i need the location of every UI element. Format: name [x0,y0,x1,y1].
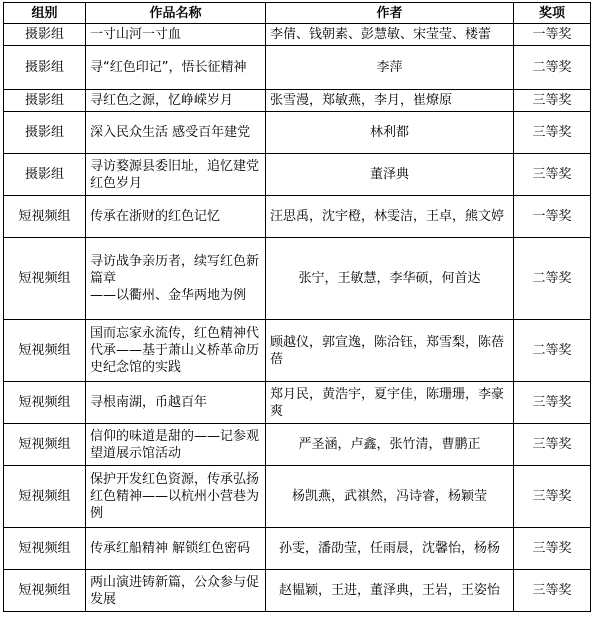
award-cell: 一等奖 [514,24,591,46]
header-group: 组别 [4,3,86,24]
award-cell: 三等奖 [514,424,591,466]
title-cell: 信仰的味道是甜的——记参观望道展示馆活动 [86,424,266,466]
award-cell: 三等奖 [514,154,591,196]
table-row [4,528,591,570]
title-cell: 寻访婺源县委旧址，追忆建党红色岁月 [86,154,266,196]
authors-cell: 李萍 [266,46,514,90]
table-row [4,320,591,382]
table-row [4,238,591,320]
authors-cell: 张宁，王敏慧，李华硕，何首达 [266,238,514,320]
title-cell: 寻根南湖，币越百年 [86,382,266,424]
title-cell: 寻红色之源，忆峥嵘岁月 [86,90,266,112]
authors-cell: 赵韫颖，王进，董泽典，王岩，王姿怡 [266,570,514,612]
title-cell: 两山演进铸新篇，公众参与促发展 [86,570,266,612]
award-cell: 二等奖 [514,320,591,382]
group-cell: 摄影组 [4,46,86,90]
award-cell: 三等奖 [514,466,591,528]
group-cell: 摄影组 [4,24,86,46]
title-cell: 国而忘家永流传，红色精神代代承——基于萧山义桥革命历史纪念馆的实践 [86,320,266,382]
table-row [4,570,591,612]
table-row [4,24,591,46]
authors-cell: 董泽典 [266,154,514,196]
title-cell: 深入民众生活 感受百年建党 [86,112,266,154]
award-cell: 一等奖 [514,196,591,238]
group-cell: 短视频组 [4,382,86,424]
group-cell: 短视频组 [4,238,86,320]
group-cell: 短视频组 [4,424,86,466]
award-cell: 三等奖 [514,112,591,154]
group-cell: 短视频组 [4,196,86,238]
group-cell: 短视频组 [4,466,86,528]
group-cell: 短视频组 [4,528,86,570]
authors-cell: 杨凯燕，武祺然，冯诗睿，杨颖莹 [266,466,514,528]
header-row [4,3,591,24]
title-cell: 传承在浙财的红色记忆 [86,196,266,238]
header-title: 作品名称 [86,3,266,24]
award-table [3,2,591,612]
award-cell: 三等奖 [514,528,591,570]
award-cell: 三等奖 [514,570,591,612]
award-cell: 三等奖 [514,90,591,112]
authors-cell: 郑月民，黄浩宇，夏宇佳，陈珊珊，李豪爽 [266,382,514,424]
group-cell: 摄影组 [4,154,86,196]
authors-cell: 顾越仪，郭宣逸，陈洽钰，郑雪梨，陈蓓蓓 [266,320,514,382]
group-cell: 摄影组 [4,90,86,112]
group-cell: 摄影组 [4,112,86,154]
title-cell: 一寸山河一寸血 [86,24,266,46]
table-row [4,382,591,424]
award-cell: 二等奖 [514,238,591,320]
title-cell: 保护开发红色资源，传承弘扬红色精神——以杭州小营巷为例 [86,466,266,528]
authors-cell: 李倩、钱朝素、彭慧敏、宋莹莹、楼蕾 [266,24,514,46]
group-cell: 短视频组 [4,320,86,382]
table-row [4,90,591,112]
award-cell: 三等奖 [514,382,591,424]
table-row [4,466,591,528]
header-authors: 作者 [266,3,514,24]
authors-cell: 孙雯，潘劭莹，任雨晨，沈馨怡，杨杨 [266,528,514,570]
title-cell: 传承红船精神 解锁红色密码 [86,528,266,570]
authors-cell: 张雪漫，郑敏燕，李月，崔燎原 [266,90,514,112]
table-row [4,424,591,466]
table-row [4,196,591,238]
table-row [4,46,591,90]
title-cell: 寻访战争亲历者，续写红色新篇章 ——以衢州、金华两地为例 [86,238,266,320]
header-award: 奖项 [514,3,591,24]
title-cell: 寻“红色印记”，悟长征精神 [86,46,266,90]
table-row [4,112,591,154]
table-row [4,154,591,196]
authors-cell: 严圣涵，卢鑫，张竹清，曹鹏正 [266,424,514,466]
authors-cell: 汪思禹，沈宇橙，林雯洁，王卓，熊文婷 [266,196,514,238]
authors-cell: 林利都 [266,112,514,154]
award-cell: 二等奖 [514,46,591,90]
group-cell: 短视频组 [4,570,86,612]
